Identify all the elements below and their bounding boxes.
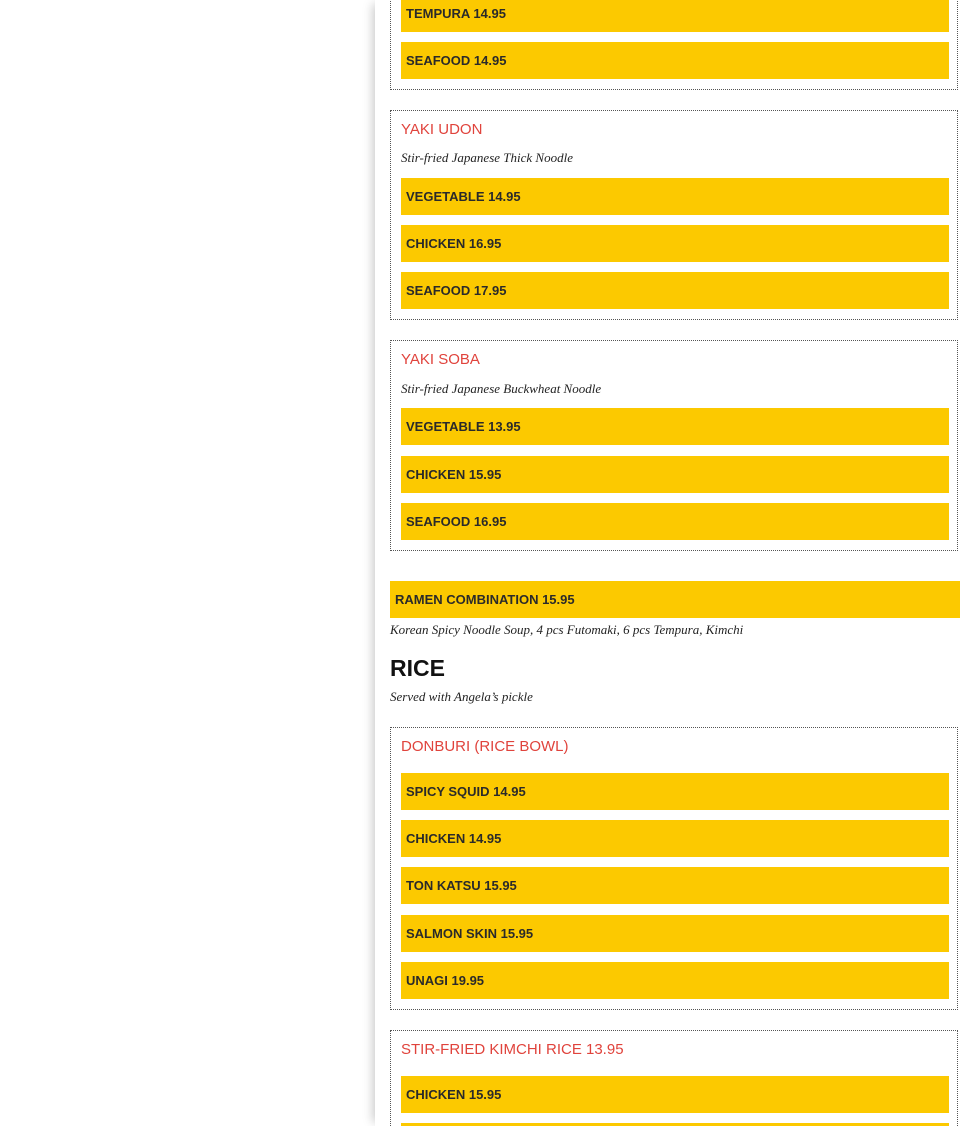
menu-item[interactable]: SALMON SKIN 15.95 <box>401 915 949 952</box>
menu-item[interactable]: VEGETABLE 13.95 <box>401 408 949 445</box>
ramen-combination-item[interactable]: RAMEN COMBINATION 15.95 <box>390 581 960 618</box>
menu-panel <box>375 0 975 1126</box>
menu-item[interactable]: UNAGI 19.95 <box>401 962 949 999</box>
menu-item[interactable]: SEAFOOD 17.95 <box>401 272 949 309</box>
menu-item[interactable]: CHICKEN 14.95 <box>401 820 949 857</box>
menu-item[interactable]: VEGETABLE 14.95 <box>401 178 949 215</box>
group-title: STIR-FRIED KIMCHI RICE 13.95 <box>401 1041 624 1058</box>
left-blank-panel <box>0 0 375 1126</box>
menu-item[interactable]: TON KATSU 15.95 <box>401 867 949 904</box>
group-title: YAKI SOBA <box>401 351 480 368</box>
group-description: Stir-fried Japanese Buckwheat Noodle <box>401 381 602 396</box>
menu-item[interactable]: SEAFOOD 14.95 <box>401 42 949 79</box>
ramen-combination-description: Korean Spicy Noodle Soup, 4 pcs Futomaki, 6 pcs Tempura, Kimchi <box>390 622 744 637</box>
menu-item[interactable]: CHICKEN 15.95 <box>401 456 949 493</box>
menu-group-top <box>390 0 958 90</box>
menu-item[interactable]: CHICKEN 15.95 <box>401 1076 949 1113</box>
menu-item[interactable]: SPICY SQUID 14.95 <box>401 773 949 810</box>
menu-group-yaki-udon <box>390 110 958 320</box>
menu-group-yaki-soba <box>390 340 958 551</box>
section-heading-rice: RICE <box>390 655 445 681</box>
menu-item[interactable]: TEMPURA 14.95 <box>401 0 949 32</box>
menu-item[interactable]: CHICKEN 16.95 <box>401 225 949 262</box>
group-title: DONBURI (RICE BOWL) <box>401 738 569 755</box>
group-title: YAKI UDON <box>401 121 483 138</box>
menu-group-kimchi-rice <box>390 1030 958 1126</box>
group-description: Stir-fried Japanese Thick Noodle <box>401 150 573 165</box>
section-description: Served with Angela’s pickle <box>390 689 533 704</box>
menu-group-donburi <box>390 727 958 1010</box>
menu-item[interactable]: SEAFOOD 16.95 <box>401 503 949 540</box>
